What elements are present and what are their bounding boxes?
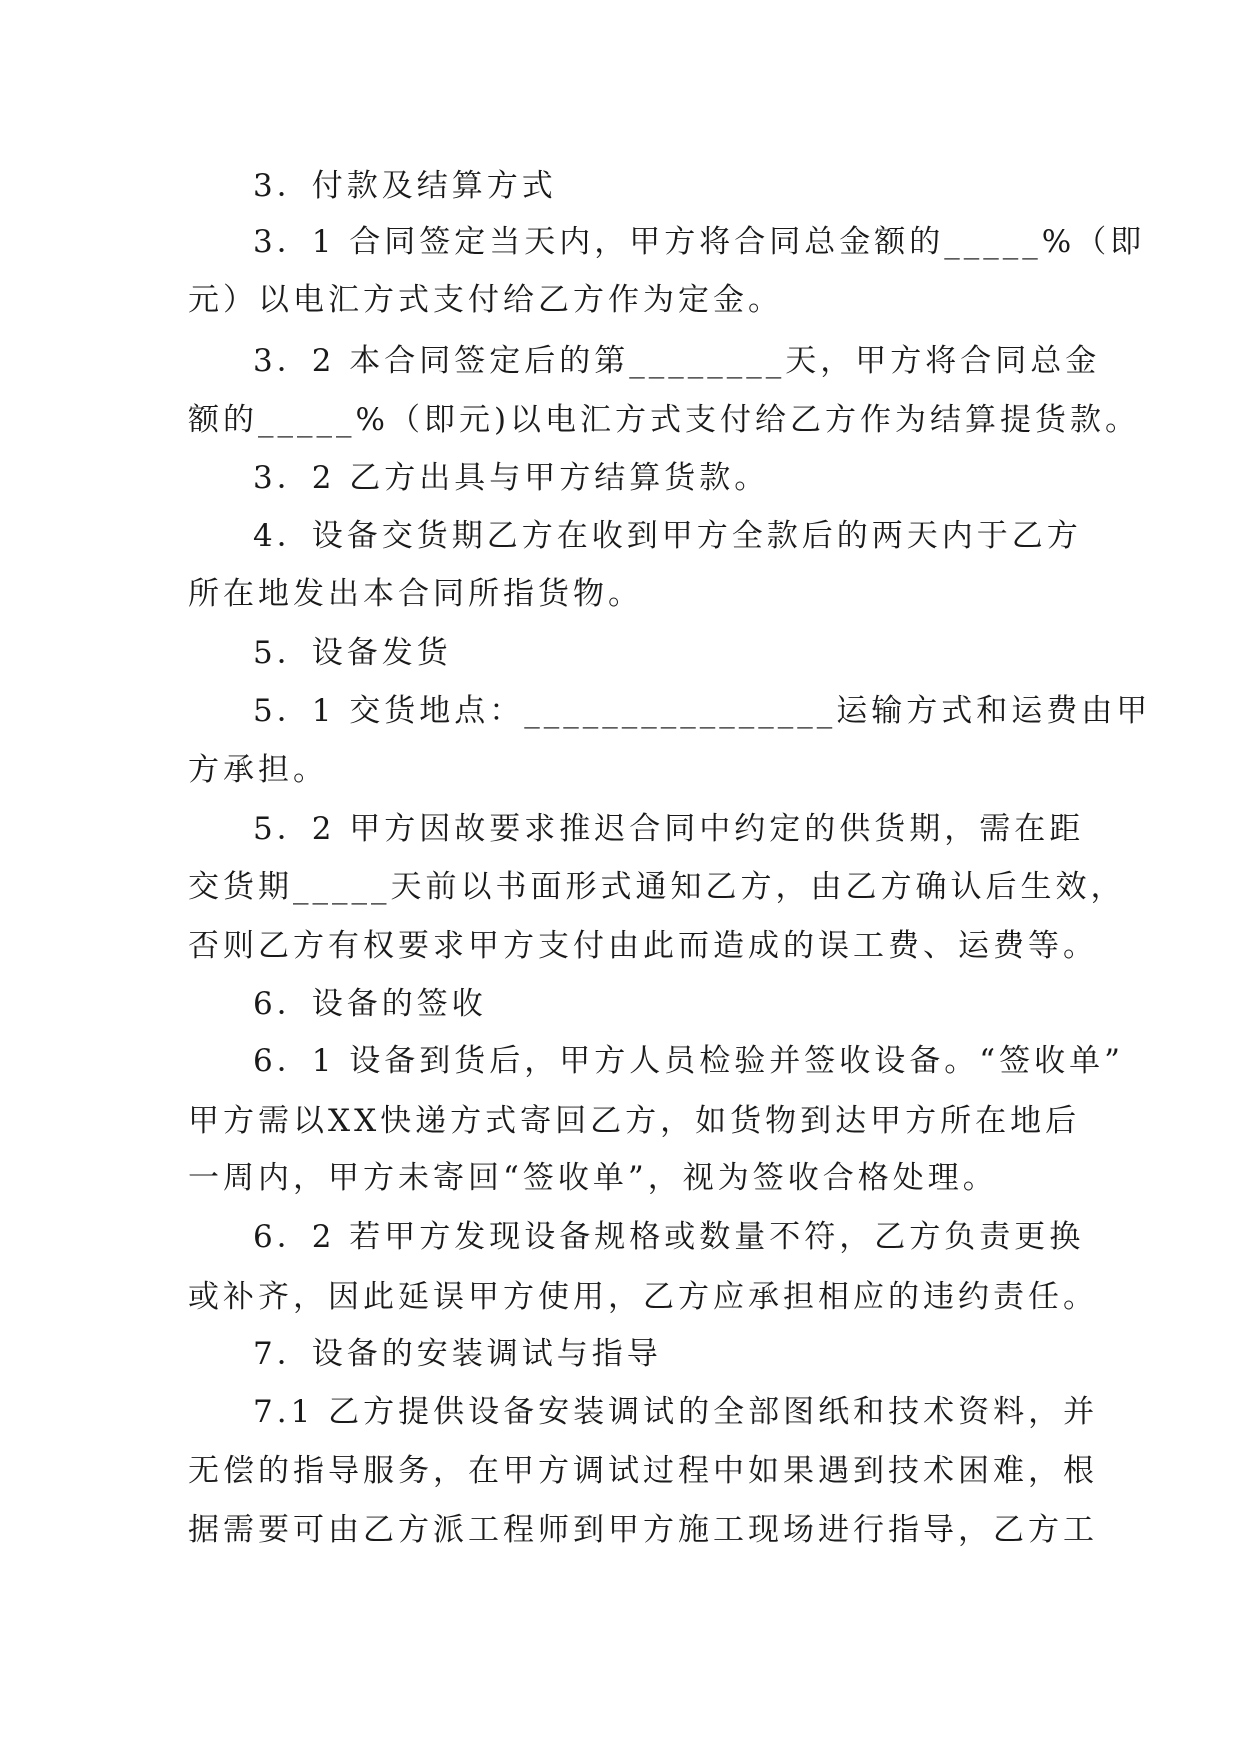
paragraph-line: 额的_____%（即元)以电汇方式支付给乙方作为结算提货款。 [188,402,1141,438]
paragraph-line: 据需要可由乙方派工程师到甲方施工现场进行指导，乙方工 [188,1512,1098,1548]
paragraph-line: 交货期_____天前以书面形式通知乙方，由乙方确认后生效， [188,869,1126,905]
paragraph-line: 方承担。 [188,752,328,788]
paragraph-line: 甲方需以XX快递方式寄回乙方，如货物到达甲方所在地后 [188,1103,1081,1139]
section-heading-delivery-period: 4．设备交货期乙方在收到甲方全款后的两天内于乙方 [253,518,1082,554]
paragraph-line: 否则乙方有权要求甲方支付由此而造成的误工费、运费等。 [188,928,1098,964]
paragraph-line: 5．2 甲方因故要求推迟合同中约定的供货期，需在距 [253,811,1085,847]
paragraph-line: 一周内，甲方未寄回“签收单”，视为签收合格处理。 [188,1160,998,1196]
section-heading-receipt: 6．设备的签收 [253,986,487,1022]
section-heading-payment: 3．付款及结算方式 [253,168,557,204]
paragraph-line: 5．1 交货地点：________________运输方式和运费由甲 [253,693,1152,729]
section-heading-shipping: 5．设备发货 [253,635,452,671]
paragraph-line: 3．1 合同签定当天内，甲方将合同总金额的_____%（即 [253,224,1146,260]
paragraph-line: 元）以电汇方式支付给乙方作为定金。 [188,282,783,318]
paragraph-line: 3．2 本合同签定后的第________天，甲方将合同总金 [253,343,1101,379]
paragraph-line: 所在地发出本合同所指货物。 [188,576,643,612]
paragraph-line: 6．1 设备到货后，甲方人员检验并签收设备。“签收单” [253,1043,1124,1079]
paragraph-line: 7.1 乙方提供设备安装调试的全部图纸和技术资料，并 [253,1394,1099,1430]
section-heading-installation: 7．设备的安装调试与指导 [253,1336,662,1372]
paragraph-line: 3．2 乙方出具与甲方结算货款。 [253,460,770,496]
paragraph-line: 6．2 若甲方发现设备规格或数量不符，乙方负责更换 [253,1219,1085,1255]
paragraph-line: 或补齐，因此延误甲方使用，乙方应承担相应的违约责任。 [188,1279,1098,1315]
paragraph-line: 无偿的指导服务，在甲方调试过程中如果遇到技术困难，根 [188,1453,1098,1489]
